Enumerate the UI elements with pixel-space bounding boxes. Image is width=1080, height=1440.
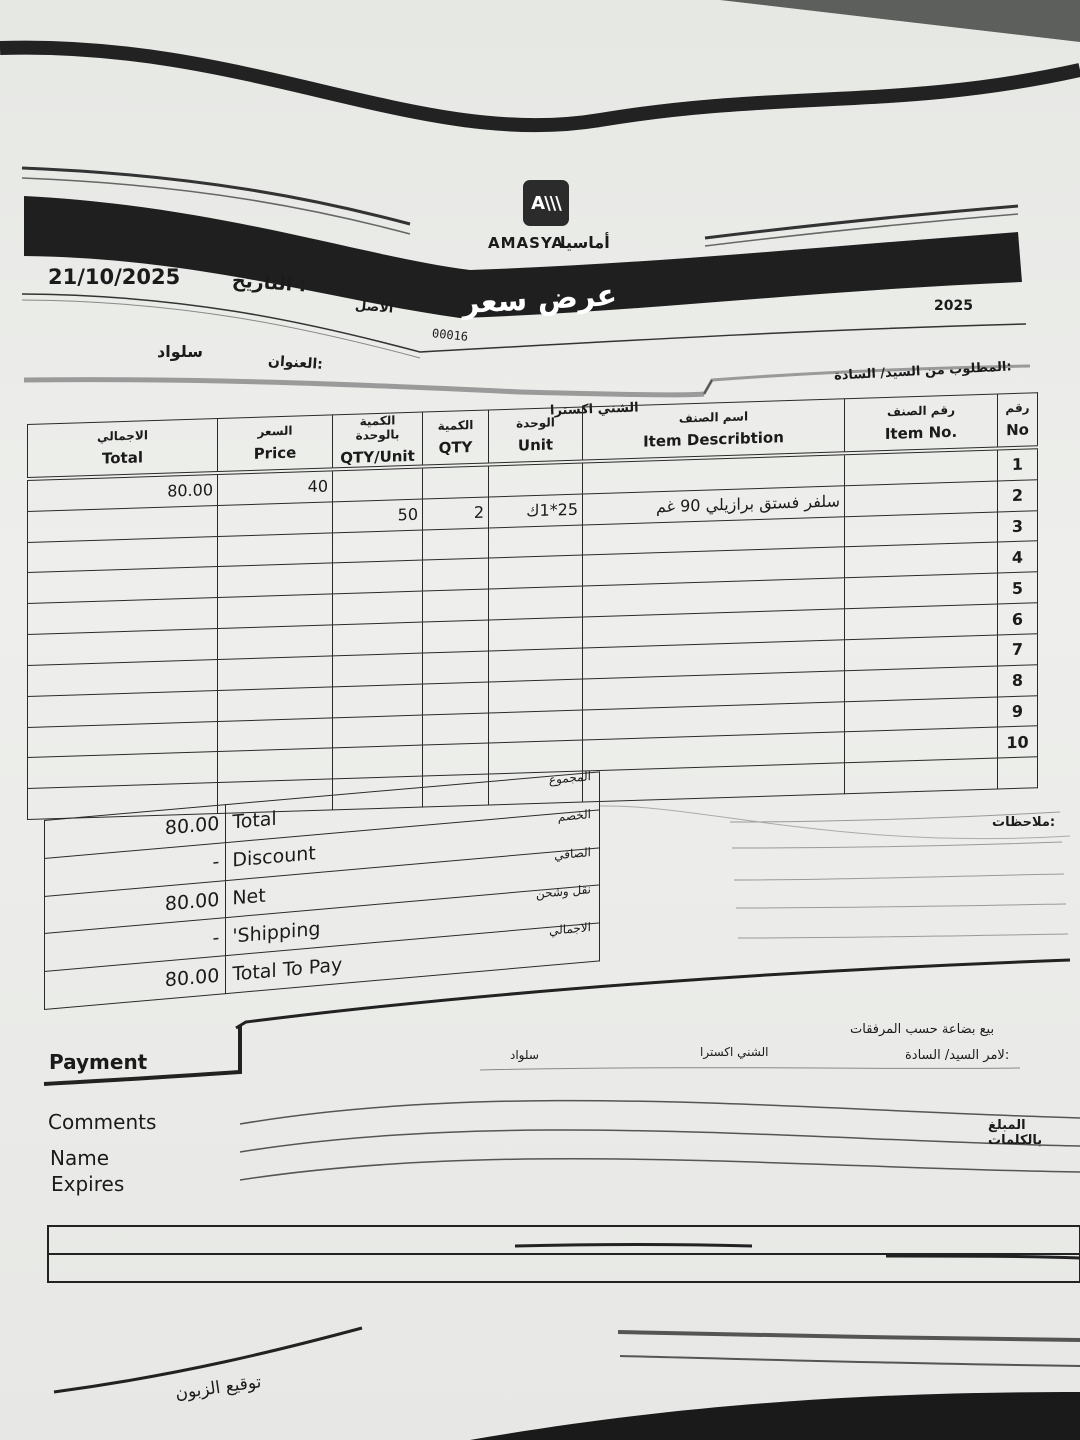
cell-qty-unit: [333, 530, 423, 564]
expires-label: Expires: [51, 1172, 125, 1196]
items-table: [27, 392, 1037, 820]
column-header-total: الاجمالي Total: [28, 419, 218, 479]
totals-value: 80.00: [45, 880, 226, 934]
totals-label-ar: الخصم: [557, 806, 591, 824]
name-label: Name: [50, 1146, 110, 1170]
brand-name-ar: أماسيا: [560, 233, 610, 252]
cell-desc: سلفر فستق برازيلي 90 غم: [583, 486, 845, 525]
cell-qty: [423, 589, 489, 622]
cell-qty: [423, 743, 489, 776]
cell-price: [218, 502, 333, 536]
totals-value: -: [45, 842, 226, 896]
order-customer: الشني اكسترا: [700, 1045, 769, 1059]
comments-label: Comments: [48, 1110, 157, 1134]
totals-label-ar: الصافي: [554, 844, 591, 862]
totals-value: 80.00: [45, 956, 226, 1010]
cell-unit: [489, 556, 583, 590]
cell-no: 7: [998, 634, 1038, 666]
column-header-qty-unit: الكمية بالوحدة QTY/Unit: [333, 412, 423, 469]
year-value: 2025: [934, 298, 973, 314]
totals-label-en: 'Shipping: [232, 917, 321, 948]
cell-item-no: [845, 727, 998, 763]
cell-qty: [423, 713, 489, 746]
date-label: التاريخ :: [231, 269, 308, 297]
cell-item-no: [845, 449, 998, 486]
address-value: سلواد: [157, 342, 203, 361]
order-of-label: لامر السيد/ السادة:: [905, 1048, 1010, 1063]
cell-price: [218, 687, 333, 721]
cell-qty-unit: [333, 622, 423, 656]
cell-blank: [998, 757, 1038, 789]
column-header-item-no: رقم الصنف Item No.: [845, 394, 998, 453]
cell-unit: [489, 648, 583, 682]
cell-price: [218, 717, 333, 751]
customer-signature-label: توقيع الزبون: [174, 1372, 263, 1404]
payment-label: Payment: [49, 1050, 148, 1074]
totals-label-en: Discount: [232, 842, 316, 872]
page-title: عرض سعر: [461, 277, 618, 322]
cell-total: 80.00: [28, 473, 218, 511]
totals-value: -: [45, 918, 226, 972]
cell-price: [218, 748, 333, 782]
cell-blank: [845, 758, 998, 794]
totals-label-en: Net: [232, 884, 266, 910]
totals-label-ar: المجموع: [549, 769, 591, 787]
cell-qty: [423, 464, 489, 498]
cell-qty-unit: [333, 745, 423, 779]
address-label: العنوان:: [267, 353, 324, 373]
cell-qty-unit: [333, 653, 423, 687]
cell-no: 6: [998, 603, 1038, 635]
totals-label-ar: الاجمالي: [549, 920, 591, 938]
cell-qty-unit: [333, 467, 423, 502]
column-header-price: السعر Price: [218, 415, 333, 473]
column-header-qty: الكمية QTY: [423, 410, 489, 467]
cell-qty: [423, 528, 489, 561]
cell-no: 2: [998, 480, 1038, 512]
cell-no: 4: [998, 541, 1038, 573]
cell-price: [218, 594, 333, 628]
cell-item-no: [845, 697, 998, 733]
cell-price: [218, 533, 333, 567]
original-label: الاصل: [354, 298, 394, 317]
cell-unit: [489, 462, 583, 497]
cell-item-no: [845, 666, 998, 702]
totals-label-en: Total To Pay: [232, 953, 343, 986]
cell-unit: [489, 740, 583, 774]
customer-name: الشني اكسترا: [549, 400, 639, 419]
cell-no: 1: [998, 447, 1038, 481]
cell-unit: 25*1ك: [489, 494, 583, 528]
cell-item-no: [845, 481, 998, 517]
cell-qty: [423, 651, 489, 684]
column-header-unit: الوحدة Unit: [489, 407, 583, 464]
amount-in-words-label: المبلغ بالكلمات: [988, 1118, 1043, 1148]
cell-no: 3: [998, 510, 1038, 542]
cell-item-no: [845, 635, 998, 671]
cell-no: 10: [998, 726, 1038, 758]
cell-item-no: [845, 604, 998, 640]
cell-unit: [489, 710, 583, 744]
brand-logo: A\\\: [523, 180, 569, 226]
cell-price: [218, 563, 333, 597]
cell-item-no: [845, 573, 998, 609]
order-address: سلواد: [510, 1048, 539, 1062]
cell-qty-unit: [333, 591, 423, 625]
cell-unit: [489, 586, 583, 620]
document-number: 00016: [431, 326, 469, 344]
cell-no: 9: [998, 695, 1038, 727]
cell-unit: [489, 525, 583, 559]
requested-from-label: المطلوب من السيد/ السادة:: [833, 359, 1012, 384]
cell-item-no: [845, 512, 998, 548]
brand-name-en: AMASYA: [488, 234, 564, 252]
cell-qty-unit: [333, 684, 423, 718]
totals-label-ar: نقل وشحن: [535, 882, 591, 902]
cell-qty: [423, 620, 489, 653]
notes-label: ملاحظات:: [992, 815, 1056, 830]
totals-value: 80.00: [45, 805, 226, 859]
cell-no: 8: [998, 664, 1038, 696]
cell-price: [218, 656, 333, 690]
cell-no: 5: [998, 572, 1038, 604]
cell-qty: 2: [423, 497, 489, 530]
cell-unit: [489, 617, 583, 651]
sale-note: بيع بضاعة حسب المرفقات: [850, 1022, 995, 1037]
cell-qty: [423, 558, 489, 591]
cell-qty: [423, 682, 489, 715]
cell-price: [218, 625, 333, 659]
cell-item-no: [845, 542, 998, 578]
cell-price: 40: [218, 469, 333, 505]
column-header-description: اسم الصنف Item Describtion: [583, 399, 845, 462]
totals-label-en: Total: [232, 808, 277, 834]
cell-qty-unit: [333, 561, 423, 595]
date-value: 21/10/2025: [48, 265, 181, 289]
cell-qty-unit: [333, 715, 423, 749]
cell-unit: [489, 679, 583, 713]
cell-qty-unit: 50: [333, 499, 423, 533]
column-header-no: رقم No: [998, 393, 1038, 449]
